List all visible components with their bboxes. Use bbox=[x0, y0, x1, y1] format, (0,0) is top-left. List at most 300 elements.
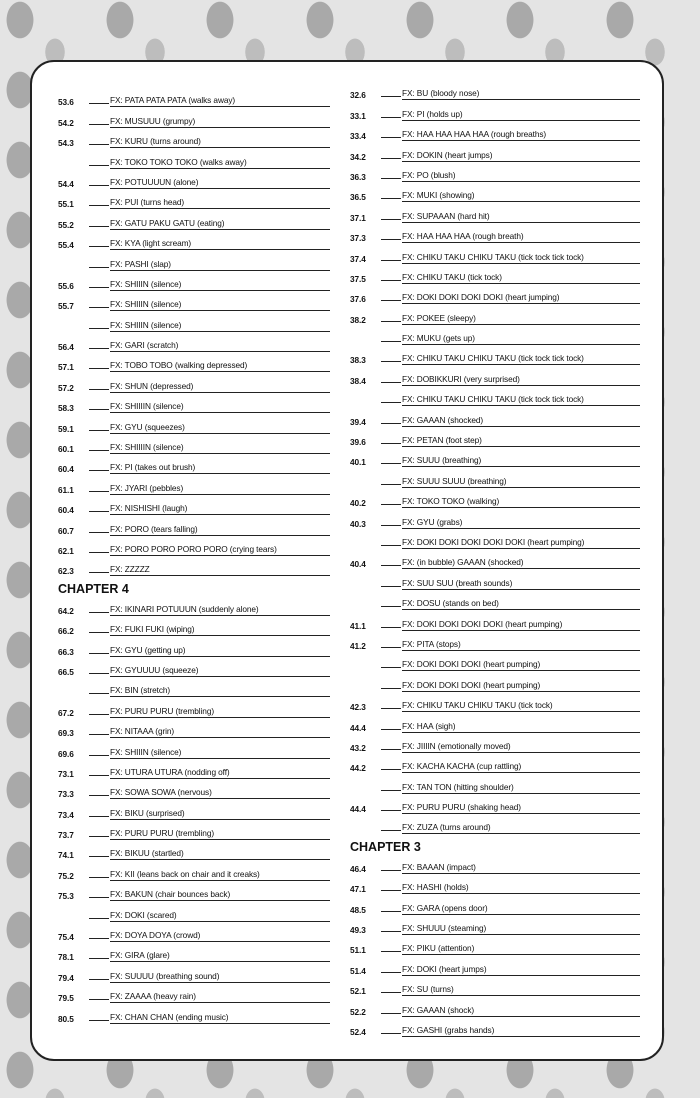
leader-line bbox=[89, 532, 109, 533]
page-number: 78.1 bbox=[58, 952, 74, 963]
page-number: 37.5 bbox=[350, 273, 366, 284]
glossary-entry bbox=[58, 840, 330, 860]
glossary-entry bbox=[350, 590, 640, 610]
page-number: 62.3 bbox=[58, 566, 74, 577]
sound-effect-text: FX: CHIKU TAKU (tick tock) bbox=[402, 272, 640, 284]
sound-effect-text: FX: NISHISHI (laugh) bbox=[110, 503, 330, 515]
left-list-2 bbox=[58, 595, 330, 1023]
sound-effect-text: FX: SHIIIN (silence) bbox=[110, 320, 330, 332]
page-number: 69.3 bbox=[58, 728, 74, 739]
right-list-2 bbox=[350, 853, 640, 1037]
page-number: 36.3 bbox=[350, 171, 366, 182]
sound-effect-text: FX: DOKI DOKI DOKI (heart pumping) bbox=[402, 659, 640, 671]
page-number: 75.4 bbox=[58, 932, 74, 943]
glossary-entry bbox=[350, 100, 640, 120]
glossary-entry bbox=[58, 860, 330, 880]
glossary-entry bbox=[350, 80, 640, 100]
sound-effect-text: FX: TAN TON (hitting shoulder) bbox=[402, 782, 640, 794]
glossary-entry bbox=[350, 447, 640, 467]
sound-effect-text: FX: BIKUU (startled) bbox=[110, 848, 330, 860]
page-number: 60.1 bbox=[58, 444, 74, 455]
sound-effect-text: FX: HAA HAA HAA HAA (rough breaths) bbox=[402, 129, 640, 141]
glossary-entry bbox=[350, 915, 640, 935]
sound-effect-text: FX: MUKI (showing) bbox=[402, 190, 640, 202]
glossary-entry bbox=[58, 372, 330, 392]
page-number: 40.3 bbox=[350, 518, 366, 529]
sound-effect-text: FX: BAAAN (impact) bbox=[402, 862, 640, 874]
sound-effect-text: FX: PITA (stops) bbox=[402, 639, 640, 651]
sound-effect-text: FX: DOKI DOKI DOKI DOKI (heart pumping) bbox=[402, 619, 640, 631]
page-number: 75.3 bbox=[58, 891, 74, 902]
sound-effect-text: FX: KURU (turns around) bbox=[110, 136, 330, 148]
sound-effect-text: FX: DOSU (stands on bed) bbox=[402, 598, 640, 610]
leader-line bbox=[381, 931, 401, 932]
leader-line bbox=[381, 951, 401, 952]
glossary-entry bbox=[350, 794, 640, 814]
sound-effect-text: FX: BAKUN (chair bounces back) bbox=[110, 889, 330, 901]
page-number: 39.4 bbox=[350, 416, 366, 427]
glossary-entry bbox=[350, 773, 640, 793]
page-number: 37.6 bbox=[350, 294, 366, 305]
page-number: 38.2 bbox=[350, 314, 366, 325]
page-number: 49.3 bbox=[350, 925, 366, 936]
leader-line bbox=[381, 443, 401, 444]
page-number: 73.3 bbox=[58, 789, 74, 800]
glossary-entry bbox=[58, 983, 330, 1003]
leader-line bbox=[89, 103, 109, 104]
page-number: 56.4 bbox=[58, 342, 74, 353]
glossary-entry bbox=[58, 332, 330, 352]
chapter-heading: CHAPTER 4 bbox=[58, 582, 129, 597]
glossary-entry bbox=[350, 996, 640, 1016]
glossary-entry bbox=[350, 406, 640, 426]
glossary-entry bbox=[58, 738, 330, 758]
glossary-entry bbox=[58, 901, 330, 921]
leader-line bbox=[381, 117, 401, 118]
sound-effect-text: FX: GYU (getting up) bbox=[110, 645, 330, 657]
page-number: 54.2 bbox=[58, 117, 74, 128]
leader-line bbox=[89, 226, 109, 227]
sound-effect-text: FX: PURU PURU (shaking head) bbox=[402, 802, 640, 814]
sound-effect-text: FX: SUPAAAN (hard hit) bbox=[402, 211, 640, 223]
glossary-entry bbox=[350, 365, 640, 385]
sound-effect-text: FX: GIRA (glare) bbox=[110, 950, 330, 962]
leader-line bbox=[381, 280, 401, 281]
sound-effect-text: FX: POKEE (sleepy) bbox=[402, 313, 640, 325]
leader-line bbox=[89, 368, 109, 369]
sound-effect-text: FX: TOBO TOBO (walking depressed) bbox=[110, 360, 330, 372]
leader-line bbox=[381, 810, 401, 811]
leader-line bbox=[381, 198, 401, 199]
glossary-entry bbox=[350, 325, 640, 345]
page-number: 73.7 bbox=[58, 830, 74, 841]
page-number: 38.4 bbox=[350, 375, 366, 386]
leader-line bbox=[381, 749, 401, 750]
leader-line bbox=[381, 992, 401, 993]
sound-effect-text: FX: JYARI (pebbles) bbox=[110, 483, 330, 495]
leader-line bbox=[89, 999, 109, 1000]
page-number: 52.1 bbox=[350, 986, 366, 997]
sound-effect-text: FX: NITAAA (grin) bbox=[110, 726, 330, 738]
sound-effect-text: FX: PURU PURU (trembling) bbox=[110, 828, 330, 840]
sound-effect-text: FX: IKINARI POTUUUN (suddenly alone) bbox=[110, 604, 330, 616]
leader-line bbox=[89, 958, 109, 959]
page-number: 61.1 bbox=[58, 484, 74, 495]
leader-line bbox=[89, 897, 109, 898]
sound-effect-text: FX: ZAAAA (heavy rain) bbox=[110, 991, 330, 1003]
leader-line bbox=[381, 219, 401, 220]
sound-effect-text: FX: PUI (turns head) bbox=[110, 197, 330, 209]
glossary-entry bbox=[58, 352, 330, 372]
leader-line bbox=[89, 836, 109, 837]
leader-line bbox=[89, 389, 109, 390]
leader-line bbox=[381, 96, 401, 97]
glossary-entry bbox=[58, 881, 330, 901]
sound-effect-text: FX: CHIKU TAKU CHIKU TAKU (tick tock tick tock) bbox=[402, 394, 640, 406]
sound-effect-text: FX: PATA PATA PATA (walks away) bbox=[110, 95, 330, 107]
sound-effect-text: FX: GAAAN (shock) bbox=[402, 1005, 640, 1017]
glossary-entry bbox=[58, 515, 330, 535]
page-number: 46.4 bbox=[350, 863, 366, 874]
leader-line bbox=[89, 450, 109, 451]
sound-effect-text: FX: PO (blush) bbox=[402, 170, 640, 182]
left-list bbox=[58, 87, 330, 576]
page-number: 48.5 bbox=[350, 904, 366, 915]
leader-line bbox=[89, 205, 109, 206]
leader-line bbox=[89, 470, 109, 471]
leader-line bbox=[89, 653, 109, 654]
glossary-entry bbox=[58, 759, 330, 779]
sound-effect-text: FX: PI (takes out brush) bbox=[110, 462, 330, 474]
leader-line bbox=[381, 239, 401, 240]
glossary-entry bbox=[350, 529, 640, 549]
page-number: 79.4 bbox=[58, 972, 74, 983]
leader-line bbox=[89, 552, 109, 553]
page-number: 73.1 bbox=[58, 768, 74, 779]
leader-line bbox=[381, 790, 401, 791]
page-number: 43.2 bbox=[350, 742, 366, 753]
page-number: 40.4 bbox=[350, 559, 366, 570]
page-number: 40.1 bbox=[350, 457, 366, 468]
leader-line bbox=[381, 627, 401, 628]
leader-line bbox=[89, 612, 109, 613]
page-number: 55.4 bbox=[58, 240, 74, 251]
leader-line bbox=[381, 1033, 401, 1034]
leader-line bbox=[89, 572, 109, 573]
page-number: 54.3 bbox=[58, 138, 74, 149]
leader-line bbox=[89, 816, 109, 817]
sound-effect-text: FX: SUU SUU (breath sounds) bbox=[402, 578, 640, 590]
page-number: 66.2 bbox=[58, 626, 74, 637]
sound-effect-text: FX: DOKI DOKI DOKI DOKI (heart jumping) bbox=[402, 292, 640, 304]
sound-effect-text: FX: GATU PAKU GATU (eating) bbox=[110, 218, 330, 230]
sound-effect-text: FX: DOKIN (heart jumps) bbox=[402, 150, 640, 162]
page-number: 32.6 bbox=[350, 90, 366, 101]
sound-effect-text: FX: ZZZZZ bbox=[110, 564, 330, 576]
sound-effect-text: FX: CHIKU TAKU CHIKU TAKU (tick tock tick tock) bbox=[402, 252, 640, 264]
page-number: 52.2 bbox=[350, 1006, 366, 1017]
sound-effect-text: FX: GYUUUU (squeeze) bbox=[110, 665, 330, 677]
leader-line bbox=[381, 321, 401, 322]
glossary-entry bbox=[350, 121, 640, 141]
leader-line bbox=[89, 165, 109, 166]
page-number: 33.1 bbox=[350, 110, 366, 121]
leader-line bbox=[89, 775, 109, 776]
leader-line bbox=[89, 979, 109, 980]
page-number: 54.4 bbox=[58, 178, 74, 189]
glossary-entry bbox=[350, 141, 640, 161]
sound-effect-text: FX: DOKI (heart jumps) bbox=[402, 964, 640, 976]
page-number: 66.3 bbox=[58, 646, 74, 657]
glossary-entry bbox=[350, 874, 640, 894]
sound-effect-text: FX: KYA (light scream) bbox=[110, 238, 330, 250]
sound-effect-text: FX: DOBIKKURI (very surprised) bbox=[402, 374, 640, 386]
glossary-entry bbox=[350, 692, 640, 712]
glossary-entry bbox=[58, 779, 330, 799]
leader-line bbox=[381, 769, 401, 770]
sound-effect-text: FX: SHUUU (steaming) bbox=[402, 923, 640, 935]
page-number: 44.4 bbox=[350, 722, 366, 733]
glossary-entry bbox=[58, 434, 330, 454]
glossary-entry bbox=[350, 467, 640, 487]
leader-line bbox=[89, 430, 109, 431]
leader-line bbox=[381, 484, 401, 485]
glossary-entry bbox=[350, 182, 640, 202]
leader-line bbox=[89, 877, 109, 878]
leader-line bbox=[89, 1020, 109, 1021]
glossary-entry bbox=[350, 386, 640, 406]
page-number: 73.4 bbox=[58, 809, 74, 820]
sound-effect-text: FX: GYU (grabs) bbox=[402, 517, 640, 529]
leader-line bbox=[89, 673, 109, 674]
leader-line bbox=[89, 632, 109, 633]
sound-effect-text: FX: HAA HAA HAA (rough breath) bbox=[402, 231, 640, 243]
leader-line bbox=[89, 246, 109, 247]
page-number: 79.5 bbox=[58, 993, 74, 1004]
leader-line bbox=[381, 300, 401, 301]
sound-effect-text: FX: GAAAN (shocked) bbox=[402, 415, 640, 427]
page-number: 44.4 bbox=[350, 804, 366, 815]
leader-line bbox=[89, 918, 109, 919]
glossary-entry bbox=[350, 671, 640, 691]
leader-line bbox=[89, 287, 109, 288]
sound-effect-text: FX: POTUUUUN (alone) bbox=[110, 177, 330, 189]
sound-effect-text: FX: PORO PORO PORO PORO (crying tears) bbox=[110, 544, 330, 556]
glossary-entry bbox=[350, 488, 640, 508]
leader-line bbox=[381, 504, 401, 505]
sound-effects-glossary-panel bbox=[30, 60, 664, 1061]
page-number: 40.2 bbox=[350, 498, 366, 509]
glossary-entry bbox=[58, 128, 330, 148]
leader-line bbox=[381, 647, 401, 648]
page-number: 55.2 bbox=[58, 219, 74, 230]
sound-effect-text: FX: GASHI (grabs hands) bbox=[402, 1025, 640, 1037]
leader-line bbox=[381, 341, 401, 342]
glossary-entry bbox=[350, 427, 640, 447]
page-number: 57.1 bbox=[58, 362, 74, 373]
glossary-entry bbox=[58, 677, 330, 697]
leader-line bbox=[89, 409, 109, 410]
sound-effect-text: FX: (in bubble) GAAAN (shocked) bbox=[402, 557, 640, 569]
leader-line bbox=[381, 830, 401, 831]
sound-effect-text: FX: HAA (sigh) bbox=[402, 721, 640, 733]
glossary-entry bbox=[58, 495, 330, 515]
sound-effect-text: FX: SUUU SUUU (breathing) bbox=[402, 476, 640, 488]
leader-line bbox=[381, 158, 401, 159]
page-number: 62.1 bbox=[58, 545, 74, 556]
glossary-entry bbox=[350, 976, 640, 996]
leader-line bbox=[381, 1013, 401, 1014]
sound-effect-text: FX: BIN (stretch) bbox=[110, 685, 330, 697]
glossary-entry bbox=[350, 223, 640, 243]
leader-line bbox=[89, 144, 109, 145]
right-list bbox=[350, 80, 640, 834]
sound-effect-text: FX: BIKU (surprised) bbox=[110, 808, 330, 820]
page-number: 64.2 bbox=[58, 605, 74, 616]
sound-effect-text: FX: ZUZA (turns around) bbox=[402, 822, 640, 834]
sound-effect-text: FX: MUSUUU (grumpy) bbox=[110, 116, 330, 128]
sound-effect-text: FX: SHIIIN (silence) bbox=[110, 299, 330, 311]
leader-line bbox=[89, 267, 109, 268]
glossary-entry bbox=[350, 569, 640, 589]
leader-line bbox=[381, 565, 401, 566]
glossary-entry bbox=[350, 712, 640, 732]
glossary-entry bbox=[350, 508, 640, 528]
glossary-entry bbox=[58, 291, 330, 311]
glossary-entry bbox=[58, 556, 330, 576]
sound-effect-text: FX: SHIIIIN (silence) bbox=[110, 442, 330, 454]
page-number: 33.4 bbox=[350, 131, 366, 142]
page-number: 34.2 bbox=[350, 151, 366, 162]
glossary-entry bbox=[350, 1017, 640, 1037]
leader-line bbox=[381, 586, 401, 587]
sound-effect-text: FX: GARA (opens door) bbox=[402, 903, 640, 915]
page-number: 52.4 bbox=[350, 1026, 366, 1037]
glossary-entry bbox=[58, 250, 330, 270]
glossary-entry bbox=[58, 393, 330, 413]
glossary-entry bbox=[58, 922, 330, 942]
glossary-entry bbox=[58, 474, 330, 494]
leader-line bbox=[89, 714, 109, 715]
sound-effect-text: FX: UTURA UTURA (nodding off) bbox=[110, 767, 330, 779]
glossary-entry bbox=[58, 962, 330, 982]
leader-line bbox=[381, 402, 401, 403]
sound-effect-text: FX: JIIIIN (emotionally moved) bbox=[402, 741, 640, 753]
leader-line bbox=[381, 911, 401, 912]
leader-line bbox=[381, 260, 401, 261]
sound-effect-text: FX: SHIIIN (silence) bbox=[110, 747, 330, 759]
left-column bbox=[58, 87, 330, 1024]
glossary-entry bbox=[350, 935, 640, 955]
glossary-entry bbox=[350, 631, 640, 651]
sound-effect-text: FX: KII (leans back on chair and it creaks) bbox=[110, 869, 330, 881]
leader-line bbox=[381, 890, 401, 891]
page-number: 44.2 bbox=[350, 763, 366, 774]
sound-effect-text: FX: PI (holds up) bbox=[402, 109, 640, 121]
sound-effect-text: FX: DOYA DOYA (crowd) bbox=[110, 930, 330, 942]
page-number: 55.7 bbox=[58, 301, 74, 312]
leader-line bbox=[89, 938, 109, 939]
sound-effect-text: FX: CHAN CHAN (ending music) bbox=[110, 1012, 330, 1024]
leader-line bbox=[89, 693, 109, 694]
glossary-entry bbox=[350, 243, 640, 263]
page-number: 60.4 bbox=[58, 505, 74, 516]
page-number: 55.6 bbox=[58, 280, 74, 291]
leader-line bbox=[381, 667, 401, 668]
page-number: 47.1 bbox=[350, 884, 366, 895]
sound-effect-text: FX: SHIIIN (silence) bbox=[110, 279, 330, 291]
sound-effect-text: FX: PETAN (foot step) bbox=[402, 435, 640, 447]
glossary-entry bbox=[350, 955, 640, 975]
sound-effect-text: FX: DOKI DOKI DOKI DOKI DOKI (heart pumping) bbox=[402, 537, 640, 549]
sound-effect-text: FX: PASHI (slap) bbox=[110, 259, 330, 271]
page-number: 51.4 bbox=[350, 965, 366, 976]
glossary-entry bbox=[350, 814, 640, 834]
glossary-entry bbox=[58, 942, 330, 962]
leader-line bbox=[381, 688, 401, 689]
sound-effect-text: FX: TOKO TOKO TOKO (walks away) bbox=[110, 157, 330, 169]
leader-line bbox=[89, 734, 109, 735]
page-number: 41.1 bbox=[350, 620, 366, 631]
leader-line bbox=[381, 870, 401, 871]
right-column bbox=[350, 80, 640, 1037]
sound-effect-text: FX: SUUU (breathing) bbox=[402, 455, 640, 467]
glossary-entry bbox=[58, 616, 330, 636]
leader-line bbox=[89, 185, 109, 186]
sound-effect-text: FX: TOKO TOKO (walking) bbox=[402, 496, 640, 508]
sound-effect-text: FX: MUKU (gets up) bbox=[402, 333, 640, 345]
leader-line bbox=[89, 348, 109, 349]
sound-effect-text: FX: SHIIIIN (silence) bbox=[110, 401, 330, 413]
glossary-entry bbox=[58, 169, 330, 189]
page-number: 80.5 bbox=[58, 1013, 74, 1024]
leader-line bbox=[89, 755, 109, 756]
glossary-entry bbox=[350, 304, 640, 324]
glossary-entry bbox=[58, 107, 330, 127]
page-number: 69.6 bbox=[58, 748, 74, 759]
sound-effect-text: FX: DOKI (scared) bbox=[110, 910, 330, 922]
page-number: 60.7 bbox=[58, 525, 74, 536]
leader-line bbox=[381, 545, 401, 546]
glossary-entry bbox=[58, 148, 330, 168]
page-number: 53.6 bbox=[58, 97, 74, 108]
page-number: 38.3 bbox=[350, 355, 366, 366]
glossary-entry bbox=[58, 820, 330, 840]
glossary-entry bbox=[350, 651, 640, 671]
sound-effect-text: FX: PORO (tears falling) bbox=[110, 524, 330, 536]
sound-effect-text: FX: CHIKU TAKU CHIKU TAKU (tick tock) bbox=[402, 700, 640, 712]
sound-effect-text: FX: SOWA SOWA (nervous) bbox=[110, 787, 330, 799]
leader-line bbox=[381, 729, 401, 730]
leader-line bbox=[89, 856, 109, 857]
leader-line bbox=[89, 328, 109, 329]
sound-effect-text: FX: FUKI FUKI (wiping) bbox=[110, 624, 330, 636]
glossary-entry bbox=[58, 595, 330, 615]
glossary-entry bbox=[58, 657, 330, 677]
page-number: 57.2 bbox=[58, 382, 74, 393]
sound-effect-text: FX: SUUUU (breathing sound) bbox=[110, 971, 330, 983]
leader-line bbox=[381, 525, 401, 526]
chapter-heading: CHAPTER 3 bbox=[350, 840, 421, 855]
glossary-entry bbox=[350, 284, 640, 304]
glossary-entry bbox=[58, 230, 330, 250]
sound-effect-text: FX: SHUN (depressed) bbox=[110, 381, 330, 393]
glossary-entry bbox=[58, 636, 330, 656]
page-number: 51.1 bbox=[350, 945, 366, 956]
sound-effect-text: FX: KACHA KACHA (cup rattling) bbox=[402, 761, 640, 773]
glossary-entry bbox=[58, 799, 330, 819]
page-number: 67.2 bbox=[58, 707, 74, 718]
